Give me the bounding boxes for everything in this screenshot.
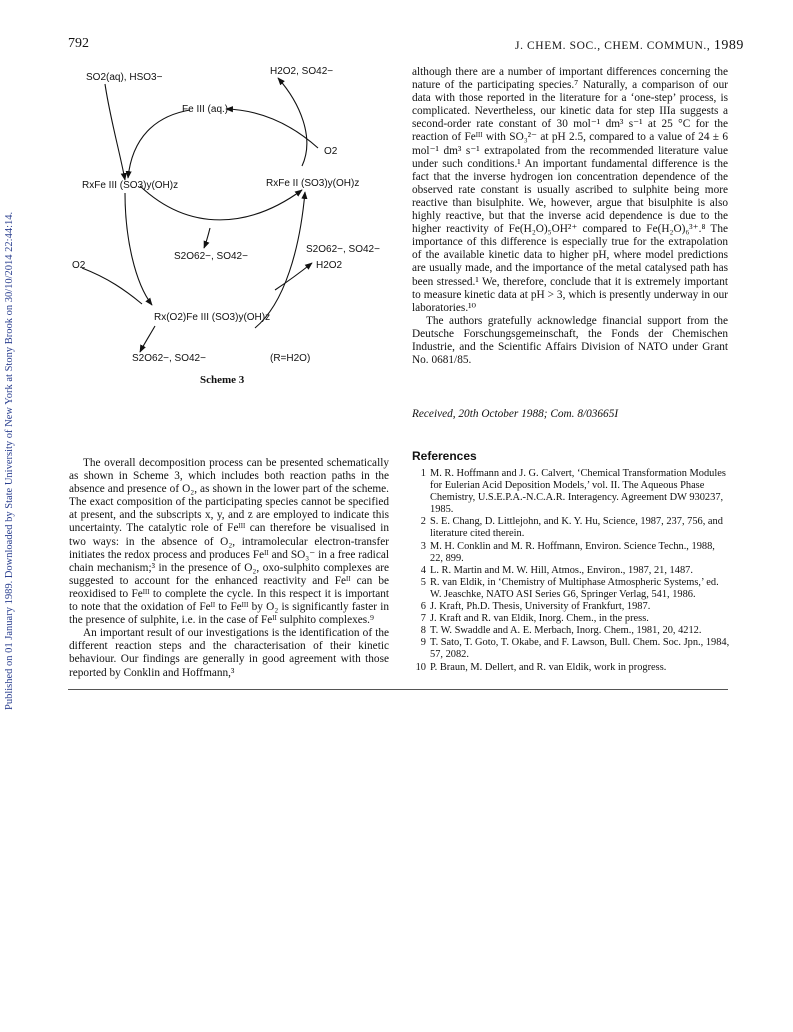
arrow-o2-to-feaq xyxy=(226,109,318,148)
reference-item xyxy=(412,541,730,565)
reference-item xyxy=(412,601,730,613)
reference-text: J. Kraft, Ph.D. Thesis, University of Frankfurt, 1987. xyxy=(430,601,651,613)
reference-text: M. H. Conklin and M. R. Hoffmann, Environ. Science Techn., 1988, 22, 899. xyxy=(430,540,715,564)
reference-text: T. W. Swaddle and A. E. Merbach, Inorg. Chem., 1981, 20, 4212. xyxy=(430,625,702,637)
page-number: 792 xyxy=(68,36,89,51)
paragraph: An important result of our investigations is the identification of the different reaction steps and the characterisation of their kinetic behaviour. Our findings are generally in good agreement with those reported by Conklin and Hoffmann,³ xyxy=(69,627,389,679)
reference-item xyxy=(412,577,730,601)
label-s2o6-so4-bottom: S2O62−, SO42− xyxy=(132,353,206,364)
label-h2o2-mid: H2O2 xyxy=(316,260,343,271)
reference-number: 6 xyxy=(420,601,426,613)
bottom-rule xyxy=(68,689,728,690)
reference-item xyxy=(412,516,730,540)
arrow-to-s2o6-mid xyxy=(204,228,210,248)
label-r-definition: (R=H2O) xyxy=(270,353,311,364)
label-peroxo: Rx(O2)Fe III (SO3)y(OH)z xyxy=(154,312,271,323)
journal-name: J. CHEM. SOC., CHEM. COMMUN., xyxy=(515,40,714,52)
references-heading: References xyxy=(412,449,477,463)
reference-text: S. E. Chang, D. Littlejohn, and K. Y. Hu, Science, 1987, 237, 756, and literature cited therein. xyxy=(430,516,723,540)
scheme-caption: Scheme 3 xyxy=(200,374,245,386)
label-fe2-complex: RxFe II (SO3)y(OH)z xyxy=(266,178,360,189)
download-watermark-text: Published on 01 January 1989. Downloaded by State University of New York at Stony Brook on 30/10/2014 22:44:14. xyxy=(4,211,15,710)
paragraph: The overall decomposition process can be presented schematically as shown in Scheme 3, which includes both reaction paths in the absence and presence of O₂, as shown in the lower part of the scheme. The exact composition of the participating species cannot be specified at present, and the subscripts x, y, and z are employed to indicate this uncertainty. The catalytic role of Feᴵᴵᴵ can therefore be visualised in two ways: in the absence of O₂, intramolecular electron-transfer initiates the redox process and produces Feᴵᴵ and SO₃⁻ in a free radical chain mechanism;³ in the presence of O₂, oxo-sulphito complexes are suggested to account for the enhanced reactivity and Feᴵᴵ can be reoxidised to Feᴵᴵᴵ to complete the cycle. In this respect it is important to note that the oxidation of Feᴵᴵ to Feᴵᴵᴵ by O₂ is significantly faster in the presence of sulphite, i.e. in the case of Feᴵᴵ sulphito complexes.⁹ xyxy=(69,457,389,627)
arrow-fe3-to-peroxo xyxy=(125,193,152,305)
arrow-fe2-to-h2o2 xyxy=(278,78,307,166)
reference-item xyxy=(412,625,730,637)
left-column xyxy=(69,457,389,680)
arrow-peroxo-to-s2o6 xyxy=(140,326,155,352)
right-column xyxy=(412,66,728,367)
reference-item xyxy=(412,662,730,674)
reference-number: 8 xyxy=(420,625,426,637)
label-s2o6-so4-mid: S2O62−, SO42− xyxy=(174,251,248,262)
received-date: Received, 20th October 1988; Com. 8/03665I xyxy=(412,408,619,420)
reference-text: J. Kraft and R. van Eldik, Inorg. Chem., in the press. xyxy=(430,613,649,625)
reference-text: P. Braun, M. Dellert, and R. van Eldik, work in progress. xyxy=(430,661,667,673)
references-list xyxy=(412,468,730,674)
reference-item xyxy=(412,468,730,516)
label-so2: SO2(aq), HSO3− xyxy=(86,72,163,83)
arrow-fe3-to-fe2 xyxy=(140,186,302,220)
reference-item xyxy=(412,613,730,625)
arrow-o2-into-peroxo xyxy=(82,268,142,304)
reference-number: 9 xyxy=(420,637,426,649)
label-o2-left: O2 xyxy=(72,260,86,271)
reference-item xyxy=(412,565,730,577)
label-fe3-complex: RxFe III (SO3)y(OH)z xyxy=(82,180,179,191)
acknowledgement: The authors gratefully acknowledge financial support from the Deutsche Forschungsgemeinschaft, the Fonds der Chemischen Industrie, and the Scientific Affairs Division of NATO under Grant No. 0681/85. xyxy=(412,314,728,367)
label-h2o2-so4-top: H2O2, SO42− xyxy=(270,66,334,77)
label-fe-aq: Fe III (aq.) xyxy=(182,104,229,115)
label-o2-right: O2 xyxy=(324,146,338,157)
reference-text: R. van Eldik, in ‘Chemistry of Multiphase Atmospheric Systems,’ ed. W. Jeaschke, NATO ASI Series G6, Springer Verlag, 541, 1986. xyxy=(430,576,719,600)
label-s2o6-so4-right: S2O62−, SO42− xyxy=(306,244,380,255)
reference-text: T. Sato, T. Goto, T. Okabe, and F. Lawson, Bull. Chem. Soc. Jpn., 1984, 57, 2082. xyxy=(430,637,730,661)
reference-text: L. R. Martin and M. W. Hill, Atmos., Environ., 1987, 21, 1487. xyxy=(430,564,693,576)
reference-number: 1 xyxy=(420,468,426,479)
download-watermark xyxy=(4,150,20,710)
arrow-to-s2o6-right xyxy=(275,263,312,290)
reference-number: 4 xyxy=(420,564,426,576)
reference-number: 10 xyxy=(415,661,426,673)
reference-number: 3 xyxy=(420,540,426,552)
reference-item xyxy=(412,637,730,661)
scheme-3-diagram xyxy=(70,58,380,373)
journal-header xyxy=(515,38,744,54)
reference-text: M. R. Hoffmann and J. G. Calvert, ‘Chemical Transformation Modules for Eulerian Acid Deposition Models,’ vol. II. The Aqueous Phase Chemistry, U.S.E.P.A.-N.C.A.R. Interagency. Agreement DW 930237, 1985. xyxy=(430,468,726,516)
journal-year: 1989 xyxy=(713,38,744,53)
arrow-feaq-to-fe3 xyxy=(128,110,190,178)
paragraph: although there are a number of important differences concerning the nature of the participating species.⁷ Naturally, a comparison of our data with those reported in the literature for a ‘one-step’ process, is complicated. Nevertheless, our kinetic data for step IIIa suggests a second-order rate constant of 30 mol⁻¹ dm³ s⁻¹ at 25 °C for the reaction of Feᴵᴵᴵ with SO₃²⁻ at pH 2.5, compared to a value of 24 ± 6 mol⁻¹ dm³ s⁻¹ extrapolated from the recommended literature value under such conditions.¹ An important fundamental difference is the fact that the inverse hydrogen ion concentration dependence of the observed rate constant is usually ascribed to sulphite being more reactive than bisulphite. We, however, argue that bisulphite is also highly reactive, but that the inverse acid dependence is due to the higher reactivity of Fe(H₂O)₅OH²⁺ compared to Fe(H₂O)₆³⁺.⁸ The importance of this difference is especially true for the extrapolation of the available kinetic data to higher pH, where model predictions are usually made, and the importance of the metal catalysed path has been stressed.¹ We, therefore, conclude that it is extremely important to measure kinetic data at pH > 3, which is presently underway in our laboratories.¹⁰ xyxy=(412,66,728,314)
reference-number: 5 xyxy=(420,576,426,588)
reference-number: 2 xyxy=(420,516,426,528)
reference-number: 7 xyxy=(420,613,426,625)
arrow-so2-to-fe3 xyxy=(105,84,125,180)
